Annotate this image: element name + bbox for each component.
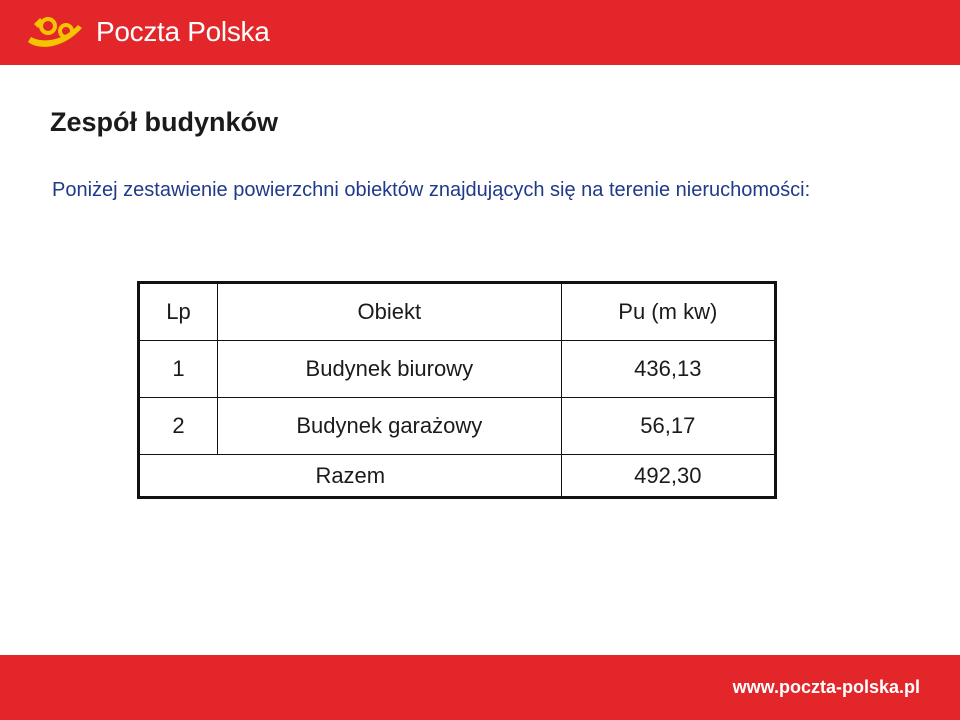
table-header-row (139, 283, 776, 341)
header-lp: Lp (139, 283, 218, 341)
table-row (139, 341, 776, 398)
cell-obiekt: Budynek biurowy (218, 341, 562, 398)
cell-pu: 436,13 (561, 341, 775, 398)
posthorn-logo-icon (22, 12, 88, 52)
page-title: Zespół budynków (50, 107, 279, 137)
total-label: Razem (139, 455, 562, 498)
buildings-table (137, 281, 777, 499)
cell-obiekt: Budynek garażowy (218, 398, 562, 455)
brand-name: Poczta Polska (96, 16, 270, 47)
footer-url: www.poczta-polska.pl (732, 677, 920, 697)
table-total-row (139, 455, 776, 498)
header-pu: Pu (m kw) (561, 283, 775, 341)
header-bar (0, 0, 960, 65)
cell-lp: 1 (139, 341, 218, 398)
intro-text: Poniżej zestawienie powierzchni obiektów znajdujących się na terenie nieruchomości: (52, 179, 811, 201)
header-obiekt: Obiekt (218, 283, 562, 341)
cell-lp: 2 (139, 398, 218, 455)
total-value: 492,30 (561, 455, 775, 498)
cell-pu: 56,17 (561, 398, 775, 455)
table-row (139, 398, 776, 455)
